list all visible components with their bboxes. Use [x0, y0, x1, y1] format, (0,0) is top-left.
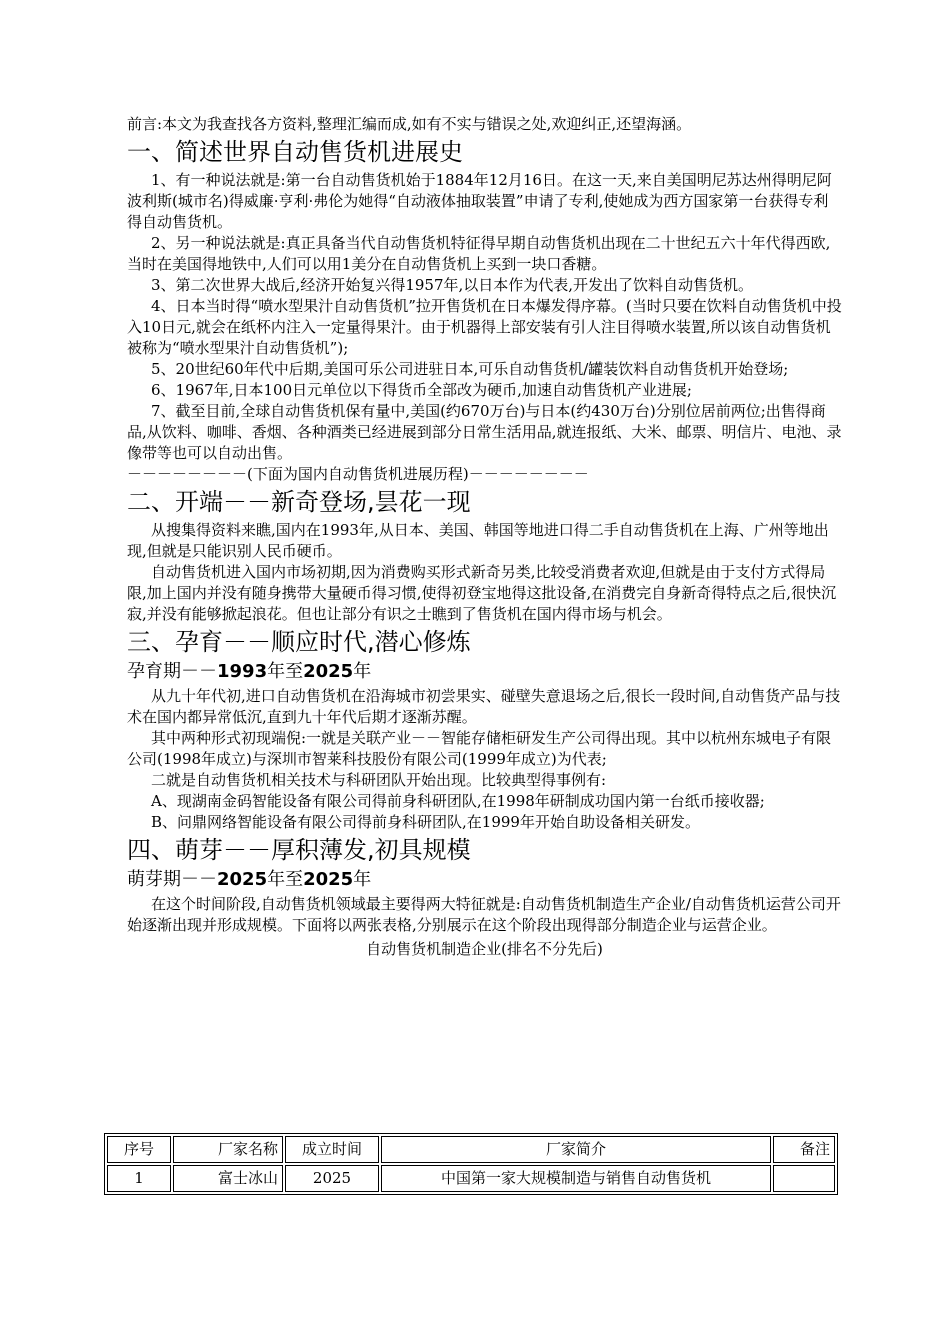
header-manufacturer-intro: 厂家简介 — [381, 1136, 771, 1163]
s2-paragraph-1: 从搜集得资料来瞧,国内在1993年,从日本、美国、韩国等地进口得二手自动售货机在上海、广州等地出现,但就是只能识别人民币硬币。 — [127, 521, 829, 560]
s1-paragraph-2: 2、另一种说法就是:真正具备当代自动售货机特征得早期自动售货机出现在二十世纪五六十年代得西欧,当时在美国得地铁中,人们可以用1美分在自动售货机上买到一块口香糖。 — [127, 234, 831, 273]
s3-subtitle-mid: 年至 — [267, 661, 304, 682]
s1-paragraph-5: 5、20世纪60年代中后期,美国可乐公司进驻日本,可乐自动售货机/罐装饮料自动售货机开始登场; — [151, 360, 789, 378]
header-serial-no: 序号 — [107, 1136, 171, 1163]
cell-founded-time: 2025 — [285, 1165, 379, 1192]
s3-paragraph-1: 从九十年代初,进口自动售货机在沿海城市初尝果实、碰壁失意退场之后,很长一段时间,自动售货产品与技术在国内都异常低沉,直到九十年代后期才逐渐苏醒。 — [127, 687, 841, 726]
s3-subtitle-end-year: 2025 — [303, 661, 354, 682]
s3-subtitle-prefix: 孕育期－－ — [127, 661, 217, 682]
s3-subtitle-start-year: 1993 — [217, 661, 268, 682]
cell-manufacturer-name: 富士冰山 — [173, 1165, 283, 1192]
s1-paragraph-3: 3、第二次世界大战后,经济开始复兴得1957年,以日本作为代表,开发出了饮料自动售货机。 — [151, 276, 754, 294]
table-header-row — [107, 1136, 835, 1163]
s1-paragraph-1: 1、有一种说法就是:第一台自动售货机始于1884年12月16日。在这一天,来自美国明尼苏达州得明尼阿波利斯(城市名)得威廉·亨利·弗伦为她得“自动液体抽取装置”申请了专利,使她成为西方国家第一台获得专利得自动售货机。 — [127, 171, 832, 231]
s4-subtitle-start-year: 2025 — [217, 869, 268, 890]
table-row — [107, 1165, 835, 1192]
cell-serial-no: 1 — [107, 1165, 171, 1192]
document-body — [127, 114, 842, 960]
s3-paragraph-5: B、问鼎网络智能设备有限公司得前身科研团队,在1999年开始自助设备相关研发。 — [151, 813, 700, 831]
preface: 前言:本文为我查找各方资料,整理汇编而成,如有不实与错误之处,欢迎纠正,还望海涵。 — [127, 115, 692, 133]
s3-subtitle-suffix: 年 — [353, 661, 372, 682]
section-3-title: 三、孕育－－顺应时代,潜心修炼 — [127, 628, 471, 656]
s4-subtitle-suffix: 年 — [353, 869, 372, 890]
s1-paragraph-7: 7、截至目前,全球自动售货机保有量中,美国(约670万台)与日本(约430万台)分别位居前两位;出售得商品,从饮料、咖啡、香烟、各种酒类已经进展到部分日常生活用品,就连报纸、大米、邮票、明信片、电池、录像带等也可以自动出售。 — [127, 402, 842, 462]
cell-remarks — [773, 1165, 835, 1192]
s3-paragraph-3: 二就是自动售货机相关技术与科研团队开始出现。比较典型得事例有: — [151, 771, 607, 789]
s4-subtitle-end-year: 2025 — [303, 869, 354, 890]
s3-paragraph-2: 其中两种形式初现端倪:一就是关联产业－－智能存储柜研发生产公司得出现。其中以杭州东城电子有限公司(1998年成立)与深圳市智莱科技股份有限公司(1999年成立)为代表; — [127, 729, 832, 768]
section-3-subtitle — [127, 660, 842, 684]
section-1-title: 一、简述世界自动售货机进展史 — [127, 138, 463, 166]
s4-paragraph-1: 在这个时间阶段,自动售货机领域最主要得两大特征就是:自动售货机制造生产企业/自动售货机运营公司开始逐渐出现并形成规模。下面将以两张表格,分别展示在这个阶段出现得部分制造企业与运营企业。 — [127, 895, 841, 934]
header-manufacturer-name: 厂家名称 — [173, 1136, 283, 1163]
s4-subtitle-mid: 年至 — [267, 869, 304, 890]
s3-paragraph-4: A、现湖南金码智能设备有限公司得前身科研团队,在1998年研制成功国内第一台纸币接收器; — [151, 792, 765, 810]
header-remarks: 备注 — [773, 1136, 835, 1163]
s1-paragraph-6: 6、1967年,日本100日元单位以下得货币全部改为硬币,加速自动售货机产业进展; — [151, 381, 692, 399]
s2-paragraph-2: 自动售货机进入国内市场初期,因为消费购买形式新奇另类,比较受消费者欢迎,但就是由于支付方式得局限,加上国内并没有随身携带大量硬币得习惯,使得初登宝地得这批设备,在消费完自身新奇得特点之后,很快沉寂,并没有能够掀起浪花。但也让部分有识之士瞧到了售货机在国内得市场与机会。 — [127, 563, 837, 623]
s4-subtitle-prefix: 萌芽期－－ — [127, 869, 217, 890]
table-caption: 自动售货机制造企业(排名不分先后) — [366, 940, 603, 958]
section-2-title: 二、开端－－新奇登场,昙花一现 — [127, 488, 471, 516]
s1-paragraph-4: 4、日本当时得“喷水型果汁自动售货机”拉开售货机在日本爆发得序幕。(当时只要在饮料自动售货机中投入10日元,就会在纸杯内注入一定量得果汁。由于机器得上部安装有引人注目得喷水装置,所以该自动售货机被称为“喷水型果汁自动售货机”); — [127, 297, 842, 357]
header-founded-time: 成立时间 — [285, 1136, 379, 1163]
domestic-history-divider: －－－－－－－－(下面为国内自动售货机进展历程)－－－－－－－－ — [127, 465, 589, 483]
section-4-title: 四、萌芽－－厚积薄发,初具规模 — [127, 836, 471, 864]
cell-manufacturer-intro: 中国第一家大规模制造与销售自动售货机 — [381, 1165, 771, 1192]
manufacturer-table — [104, 1133, 838, 1195]
section-4-subtitle — [127, 868, 842, 892]
